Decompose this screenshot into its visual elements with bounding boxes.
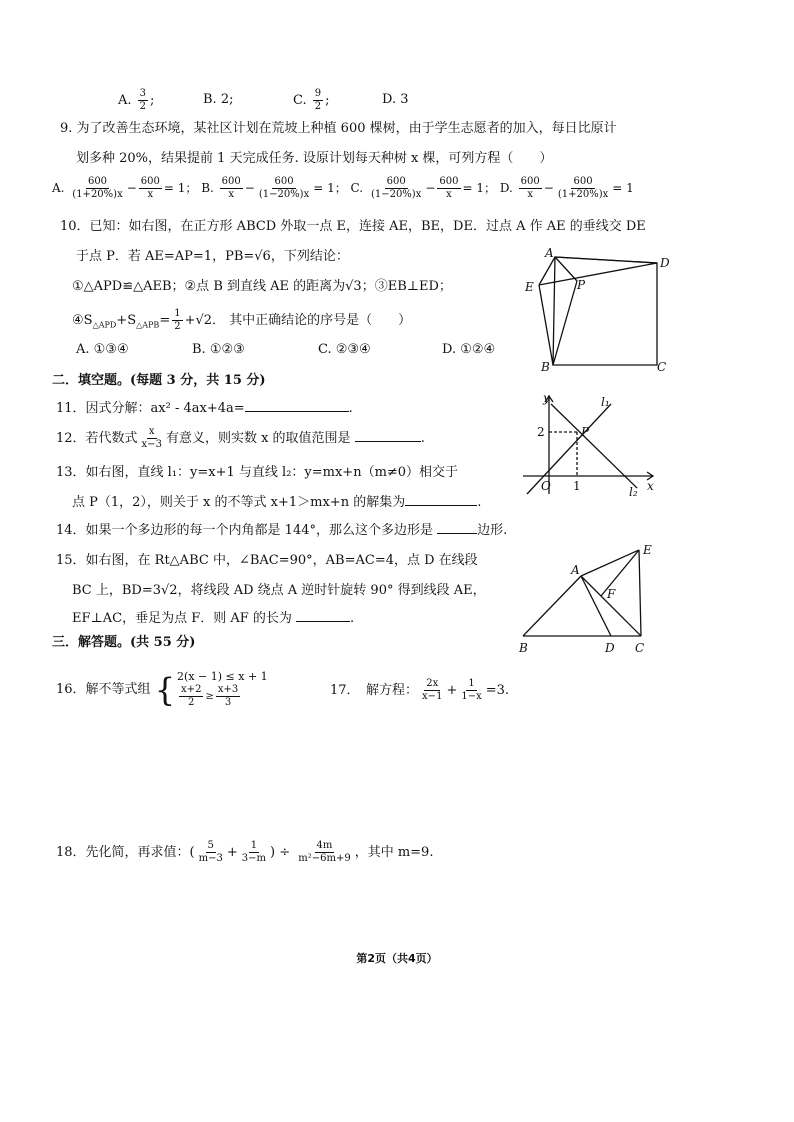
q14: 14．如果一个多边形的每一个内角都是 144°，那么这个多边形是 边形. bbox=[56, 523, 508, 538]
label-c: C bbox=[657, 360, 667, 374]
label-a: A bbox=[571, 563, 580, 577]
label-p: P bbox=[581, 425, 590, 439]
label-y: y bbox=[543, 391, 550, 405]
q14-answer-blank bbox=[437, 533, 477, 534]
segment-ab bbox=[523, 576, 581, 636]
q10-option-c: C. ②③④ bbox=[318, 342, 371, 357]
q13-answer-blank bbox=[405, 505, 477, 506]
q10-line2: 于点 P．若 AE=AP=1，PB=√6，下列结论： bbox=[76, 249, 349, 264]
q9-line1: 9. 为了改善生态环境，某社区计划在荒坡上种植 600 棵树，由于学生志愿者的加入，每日比原计 bbox=[60, 121, 617, 136]
label-c: C bbox=[635, 641, 645, 655]
q8-option-b: B. 2; bbox=[203, 92, 234, 107]
label-o: O bbox=[541, 479, 551, 493]
q13-line2: 点 P（1，2），则关于 x 的不等式 x+1＞mx+n 的解集为 . bbox=[72, 495, 482, 510]
label-f: F bbox=[607, 587, 616, 601]
q10-option-d: D. ①②④ bbox=[442, 342, 496, 357]
q11-answer-blank bbox=[245, 411, 349, 412]
label-b: B bbox=[541, 360, 550, 374]
segment-ec bbox=[639, 550, 641, 636]
q15-line2: BC 上，BD=3√2，将线段 AD 绕点 A 逆时针旋转 90° 得到线段 AE， bbox=[72, 583, 486, 598]
q8-option-a: A. $\frac{3}{2}$ ; bbox=[118, 88, 155, 112]
label-b: B bbox=[519, 641, 528, 655]
label-e: E bbox=[525, 280, 534, 294]
q9-line2: 划多种 20%，结果提前 1 天完成任务. 设原计划每天种树 x 棵，可列方程（ ） bbox=[76, 151, 553, 166]
q8-option-c: C. $\frac{9}{2}$ ; bbox=[293, 88, 330, 112]
label-e: E bbox=[643, 543, 652, 557]
label-x: x bbox=[647, 479, 654, 493]
q15-line3: EF⊥AC，垂足为点 F．则 AF 的长为 . bbox=[72, 611, 355, 626]
inequality-row2: $\frac{x+2}{2}$ ≥ $\frac{x+3}{3}$ bbox=[181, 684, 239, 708]
label-d: D bbox=[660, 256, 670, 270]
q10-figure bbox=[515, 245, 685, 375]
segment-ac bbox=[581, 576, 641, 636]
q18: 18．先化简，再求值：( $\frac{5}{m-3}$ + $\frac{1}{3-m}$ ) ÷ $\frac{4m}{\text{m²−6m+9}}$ ，其中 m=9. bbox=[56, 840, 434, 864]
q16: 16．解不等式组 { 2(x − 1) ≤ x + 1 $\frac{x+2}{2}$ ≥ $\frac{x+3}{3}$ bbox=[56, 670, 268, 709]
q10-option-a: A. ①③④ bbox=[76, 342, 129, 357]
inequality-system: { 2(x − 1) ≤ x + 1 $\frac{x+2}{2}$ ≥ $\frac{x+3}{3}$ bbox=[154, 670, 268, 709]
segment-ad bbox=[581, 576, 611, 636]
label-l1: l₁ bbox=[601, 395, 610, 409]
label-l2: l₂ bbox=[629, 485, 638, 499]
section3-heading: 三．解答题。(共 55 分) bbox=[52, 635, 196, 650]
segment-ae bbox=[581, 550, 639, 576]
q15-line1: 15．如右图，在 Rt△ABC 中，∠BAC=90°，AB=AC=4，点 D 在线段 bbox=[56, 553, 478, 568]
label-a: A bbox=[545, 246, 554, 260]
q8-option-d: D. 3 bbox=[382, 92, 409, 107]
q10-line1: 10．已知：如右图，在正方形 ABCD 外取一点 E，连接 AE，BE，DE．过点 A 作 AE 的垂线交 DE bbox=[60, 219, 646, 234]
q15-figure bbox=[515, 540, 675, 655]
label-p: P bbox=[577, 278, 586, 292]
q12: 12．若代数式 $\frac{x}{x-3}$ 有意义，则实数 x 的取值范围是 . bbox=[56, 426, 425, 450]
line-l1 bbox=[527, 404, 611, 494]
label-1: 1 bbox=[573, 479, 581, 493]
q13-line1: 13．如右图，直线 l₁：y=x+1 与直线 l₂：y=mx+n（m≠0）相交于 bbox=[56, 465, 459, 480]
q17: 17． 解方程： $\frac{2x}{x-1}$ + $\frac{1}{1-x}$ =3. bbox=[330, 678, 510, 702]
q10-option-b: B. ①②③ bbox=[192, 342, 245, 357]
q12-answer-blank bbox=[355, 441, 421, 442]
q15-answer-blank bbox=[296, 621, 350, 622]
label-2: 2 bbox=[537, 425, 545, 439]
label-d: D bbox=[605, 641, 615, 655]
q13-figure bbox=[515, 390, 665, 500]
q10-line4: $④S_{\triangle APD}+S_{\triangle APB}=$ $\frac{1}{2}$ +√2． 其中正确结论的序号是（ ） bbox=[72, 308, 412, 332]
section2-heading: 二．填空题。(每题 3 分，共 15 分) bbox=[52, 373, 266, 388]
q10-line3: ①△APD≌△AEB；②点 B 到直线 AE 的距离为√3；③EB⊥ED； bbox=[72, 279, 452, 294]
q11: 11．因式分解：ax² - 4ax+4a= . bbox=[56, 401, 353, 416]
q9-options: A. $\frac{600}{(1+20\%)x}$ − $\frac{600}{x}$ = 1； B. $\frac{600}{x}$ − $\frac{600}{(1-20\%)x}$ = 1； C. $\frac{600}{(1-20\%)x}$ − $\frac{600}{x}$ = 1； D. $\frac{600}{x}$ − $\frac{600}{(1+20\%)x}$ = 1 bbox=[52, 176, 634, 200]
page-number-footer: 第2页（共4页） bbox=[356, 952, 438, 965]
inequality-row1: 2(x − 1) ≤ x + 1 bbox=[177, 670, 268, 683]
